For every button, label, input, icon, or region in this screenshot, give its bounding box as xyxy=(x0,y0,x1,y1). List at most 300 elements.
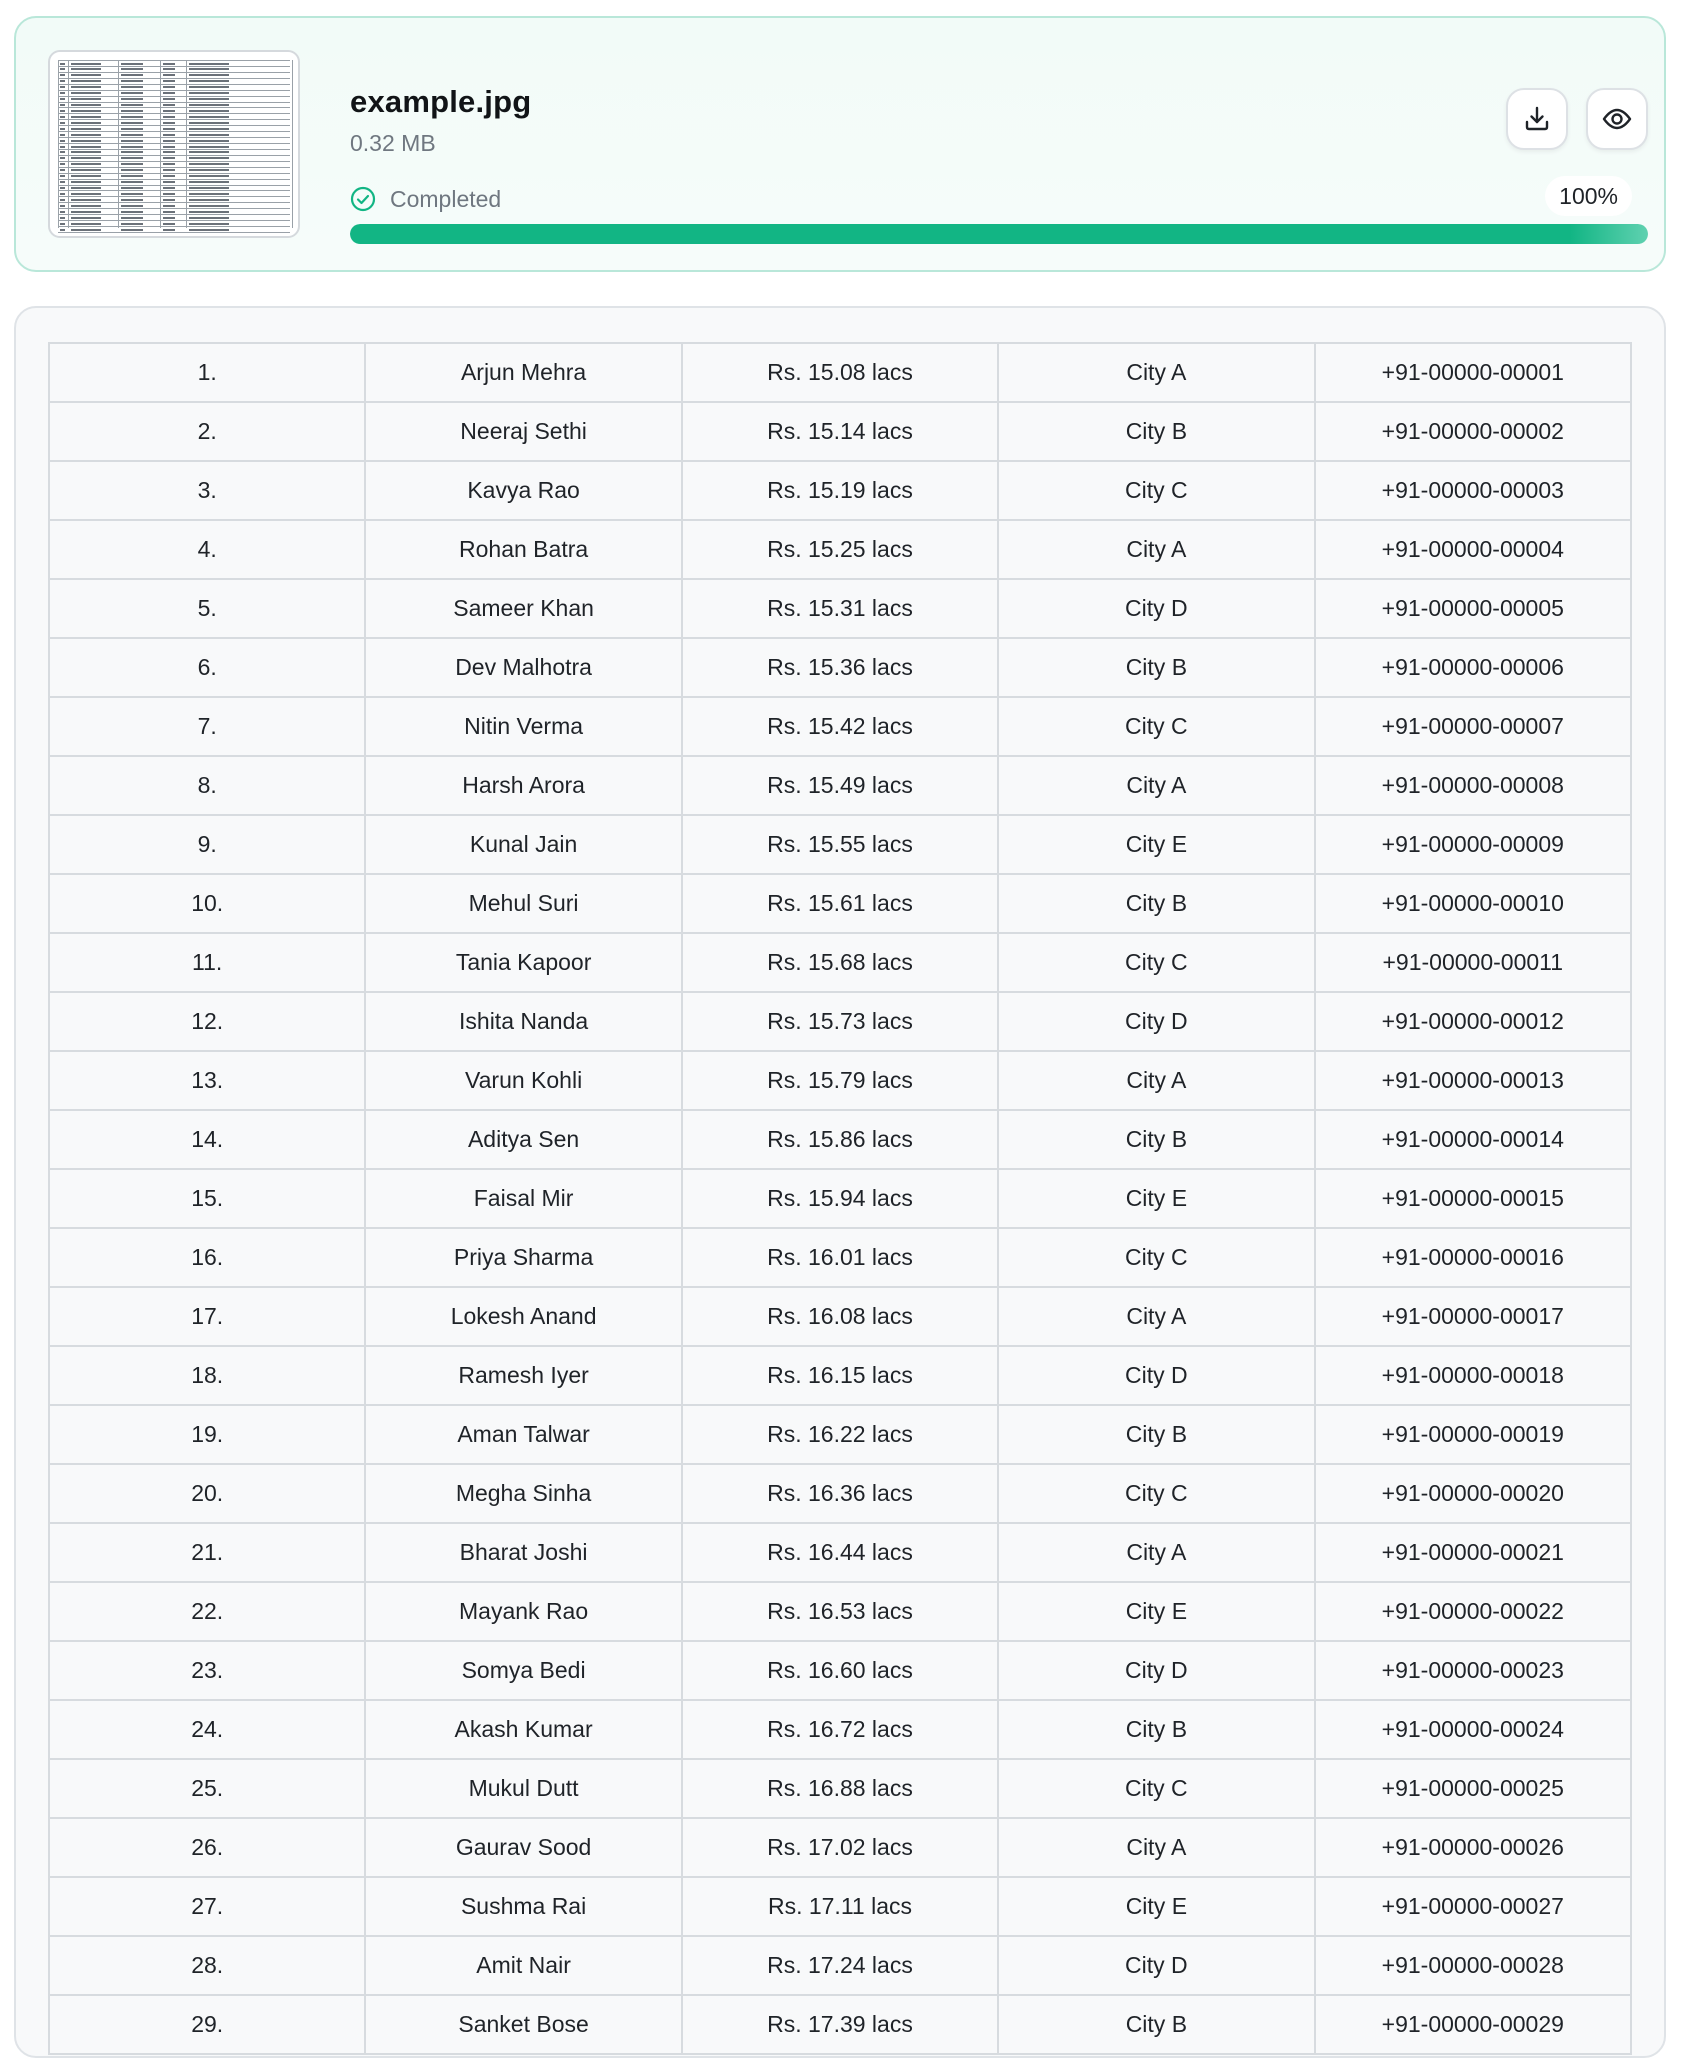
thumbnail-text-mark xyxy=(189,193,229,195)
thumbnail-text-mark xyxy=(121,116,143,118)
thumbnail-text-mark xyxy=(163,92,175,94)
city-cell: City D xyxy=(998,579,1314,638)
phone-cell: +91-00000-00003 xyxy=(1315,461,1631,520)
thumbnail-text-mark xyxy=(189,151,229,153)
table-row xyxy=(49,756,1631,815)
thumbnail-text-mark xyxy=(60,92,65,94)
thumbnail-gridline xyxy=(118,60,119,228)
serial-cell: 10. xyxy=(49,874,365,933)
thumbnail-gridline xyxy=(58,173,290,174)
thumbnail-text-mark xyxy=(189,74,229,76)
thumbnail-text-mark xyxy=(60,86,65,88)
table-row xyxy=(49,638,1631,697)
phone-cell: +91-00000-00023 xyxy=(1315,1641,1631,1700)
phone-cell: +91-00000-00026 xyxy=(1315,1818,1631,1877)
thumbnail-gridline xyxy=(58,196,290,197)
amount-cell: Rs. 15.61 lacs xyxy=(682,874,998,933)
serial-cell: 8. xyxy=(49,756,365,815)
serial-cell: 27. xyxy=(49,1877,365,1936)
amount-cell: Rs. 15.31 lacs xyxy=(682,579,998,638)
thumbnail-gridline xyxy=(58,155,290,156)
thumbnail-text-mark xyxy=(60,151,65,153)
thumbnail-text-mark xyxy=(163,128,175,130)
thumbnail-text-mark xyxy=(60,68,65,70)
phone-cell: +91-00000-00011 xyxy=(1315,933,1631,992)
thumbnail-text-mark xyxy=(71,63,101,65)
thumbnail-text-mark xyxy=(189,128,229,130)
thumbnail-text-mark xyxy=(163,199,175,201)
file-name: example.jpg xyxy=(350,84,532,119)
thumbnail-text-mark xyxy=(71,104,101,106)
thumbnail-text-mark xyxy=(189,199,229,201)
thumbnail-gridline xyxy=(58,214,290,215)
serial-cell: 1. xyxy=(49,343,365,402)
amount-cell: Rs. 17.39 lacs xyxy=(682,1995,998,2054)
amount-cell: Rs. 15.55 lacs xyxy=(682,815,998,874)
thumbnail-text-mark xyxy=(121,229,143,231)
thumbnail-text-mark xyxy=(121,223,143,225)
thumbnail-text-mark xyxy=(71,193,101,195)
eye-icon xyxy=(1601,103,1633,135)
phone-cell: +91-00000-00018 xyxy=(1315,1346,1631,1405)
preview-button[interactable] xyxy=(1586,88,1648,150)
thumbnail-gridline xyxy=(58,167,290,168)
city-cell: City D xyxy=(998,1641,1314,1700)
table-row xyxy=(49,1877,1631,1936)
table-row xyxy=(49,1405,1631,1464)
table-row xyxy=(49,697,1631,756)
thumbnail-gridline xyxy=(58,190,290,191)
thumbnail-text-mark xyxy=(60,175,65,177)
name-cell: Kavya Rao xyxy=(365,461,681,520)
thumbnail-text-mark xyxy=(60,163,65,165)
thumbnail-text-mark xyxy=(121,151,143,153)
city-cell: City C xyxy=(998,697,1314,756)
thumbnail-gridline xyxy=(58,125,290,126)
city-cell: City C xyxy=(998,933,1314,992)
thumbnail-text-mark xyxy=(121,63,143,65)
phone-cell: +91-00000-00002 xyxy=(1315,402,1631,461)
thumbnail-text-mark xyxy=(60,116,65,118)
thumbnail-text-mark xyxy=(71,122,101,124)
name-cell: Nitin Verma xyxy=(365,697,681,756)
thumbnail-gridline xyxy=(58,66,290,67)
city-cell: City B xyxy=(998,1110,1314,1169)
thumbnail-text-mark xyxy=(60,229,65,231)
thumbnail-text-mark xyxy=(121,217,143,219)
table-row xyxy=(49,1169,1631,1228)
name-cell: Mayank Rao xyxy=(365,1582,681,1641)
phone-cell: +91-00000-00010 xyxy=(1315,874,1631,933)
thumbnail-text-mark xyxy=(189,122,229,124)
name-cell: Varun Kohli xyxy=(365,1051,681,1110)
progress-percent: 100% xyxy=(1545,176,1632,216)
name-cell: Sushma Rai xyxy=(365,1877,681,1936)
city-cell: City D xyxy=(998,1936,1314,1995)
thumbnail-text-mark xyxy=(121,199,143,201)
thumbnail-text-mark xyxy=(163,86,175,88)
thumbnail-text-mark xyxy=(71,211,101,213)
thumbnail-gridline xyxy=(58,60,59,228)
serial-cell: 22. xyxy=(49,1582,365,1641)
thumbnail-text-mark xyxy=(60,169,65,171)
thumbnail-gridline xyxy=(58,220,290,221)
thumbnail-text-mark xyxy=(121,140,143,142)
table-body xyxy=(49,343,1631,2054)
thumbnail-text-mark xyxy=(60,110,65,112)
thumbnail-gridline xyxy=(58,226,290,227)
name-cell: Megha Sinha xyxy=(365,1464,681,1523)
amount-cell: Rs. 15.49 lacs xyxy=(682,756,998,815)
table-row xyxy=(49,1818,1631,1877)
thumbnail-text-mark xyxy=(60,181,65,183)
name-cell: Sanket Bose xyxy=(365,1995,681,2054)
amount-cell: Rs. 15.08 lacs xyxy=(682,343,998,402)
thumbnail-text-mark xyxy=(189,146,229,148)
table-row xyxy=(49,1995,1631,2054)
thumbnail-text-mark xyxy=(60,140,65,142)
thumbnail-gridline xyxy=(58,102,290,103)
thumbnail-text-mark xyxy=(60,199,65,201)
serial-cell: 13. xyxy=(49,1051,365,1110)
thumbnail-text-mark xyxy=(163,74,175,76)
thumbnail-text-mark xyxy=(71,74,101,76)
city-cell: City E xyxy=(998,815,1314,874)
thumbnail-text-mark xyxy=(189,181,229,183)
download-icon xyxy=(1522,104,1552,134)
amount-cell: Rs. 15.79 lacs xyxy=(682,1051,998,1110)
phone-cell: +91-00000-00021 xyxy=(1315,1523,1631,1582)
thumbnail-text-mark xyxy=(121,163,143,165)
thumbnail-text-mark xyxy=(60,63,65,65)
thumbnail-gridline xyxy=(58,60,290,61)
phone-cell: +91-00000-00020 xyxy=(1315,1464,1631,1523)
table-row xyxy=(49,1287,1631,1346)
serial-cell: 11. xyxy=(49,933,365,992)
thumbnail-gridline xyxy=(68,60,69,228)
serial-cell: 23. xyxy=(49,1641,365,1700)
thumbnail-text-mark xyxy=(121,193,143,195)
phone-cell: +91-00000-00024 xyxy=(1315,1700,1631,1759)
thumbnail-text-mark xyxy=(121,169,143,171)
amount-cell: Rs. 15.42 lacs xyxy=(682,697,998,756)
thumbnail-text-mark xyxy=(121,110,143,112)
thumbnail-text-mark xyxy=(121,211,143,213)
serial-cell: 9. xyxy=(49,815,365,874)
thumbnail-text-mark xyxy=(71,175,101,177)
status-label: Completed xyxy=(390,185,502,212)
thumbnail-text-mark xyxy=(71,199,101,201)
table-row xyxy=(49,1582,1631,1641)
table-row xyxy=(49,1641,1631,1700)
serial-cell: 25. xyxy=(49,1759,365,1818)
thumbnail-text-mark xyxy=(189,110,229,112)
thumbnail-text-mark xyxy=(121,98,143,100)
file-thumbnail[interactable] xyxy=(48,50,300,238)
thumbnail-text-mark xyxy=(71,205,101,207)
thumbnail-gridline xyxy=(58,107,290,108)
thumbnail-gridline xyxy=(58,119,290,120)
name-cell: Ishita Nanda xyxy=(365,992,681,1051)
serial-cell: 12. xyxy=(49,992,365,1051)
amount-cell: Rs. 15.94 lacs xyxy=(682,1169,998,1228)
thumbnail-text-mark xyxy=(121,157,143,159)
thumbnail-text-mark xyxy=(163,157,175,159)
thumbnail-text-mark xyxy=(163,134,175,136)
amount-cell: Rs. 17.02 lacs xyxy=(682,1818,998,1877)
data-table xyxy=(48,342,1632,2055)
serial-cell: 29. xyxy=(49,1995,365,2054)
city-cell: City A xyxy=(998,1818,1314,1877)
thumbnail-text-mark xyxy=(121,134,143,136)
table-row xyxy=(49,1936,1631,1995)
phone-cell: +91-00000-00006 xyxy=(1315,638,1631,697)
amount-cell: Rs. 15.86 lacs xyxy=(682,1110,998,1169)
thumbnail-text-mark xyxy=(163,217,175,219)
phone-cell: +91-00000-00004 xyxy=(1315,520,1631,579)
table-row xyxy=(49,874,1631,933)
thumbnail-text-mark xyxy=(189,104,229,106)
thumbnail-text-mark xyxy=(60,98,65,100)
thumbnail-text-mark xyxy=(71,68,101,70)
thumbnail-text-mark xyxy=(60,74,65,76)
table-row xyxy=(49,1110,1631,1169)
serial-cell: 24. xyxy=(49,1700,365,1759)
table-row xyxy=(49,1051,1631,1110)
city-cell: City B xyxy=(998,1995,1314,2054)
thumbnail-text-mark xyxy=(121,128,143,130)
table-row xyxy=(49,343,1631,402)
name-cell: Gaurav Sood xyxy=(365,1818,681,1877)
thumbnail-text-mark xyxy=(121,146,143,148)
serial-cell: 7. xyxy=(49,697,365,756)
city-cell: City A xyxy=(998,756,1314,815)
thumbnail-text-mark xyxy=(189,223,229,225)
table-row xyxy=(49,402,1631,461)
amount-cell: Rs. 16.36 lacs xyxy=(682,1464,998,1523)
serial-cell: 19. xyxy=(49,1405,365,1464)
thumbnail-text-mark xyxy=(189,229,229,231)
city-cell: City A xyxy=(998,1287,1314,1346)
city-cell: City A xyxy=(998,1523,1314,1582)
progress-bar xyxy=(350,224,1648,244)
thumbnail-text-mark xyxy=(163,205,175,207)
serial-cell: 20. xyxy=(49,1464,365,1523)
thumbnail-text-mark xyxy=(189,80,229,82)
thumbnail-text-mark xyxy=(71,187,101,189)
table-row xyxy=(49,1346,1631,1405)
thumbnail-text-mark xyxy=(71,217,101,219)
amount-cell: Rs. 16.01 lacs xyxy=(682,1228,998,1287)
thumbnail-text-mark xyxy=(163,80,175,82)
thumbnail-text-mark xyxy=(163,181,175,183)
amount-cell: Rs. 15.14 lacs xyxy=(682,402,998,461)
amount-cell: Rs. 16.60 lacs xyxy=(682,1641,998,1700)
thumbnail-text-mark xyxy=(121,104,143,106)
thumbnail-text-mark xyxy=(189,134,229,136)
thumbnail-text-mark xyxy=(60,217,65,219)
amount-cell: Rs. 15.73 lacs xyxy=(682,992,998,1051)
thumbnail-text-mark xyxy=(163,122,175,124)
thumbnail-text-mark xyxy=(121,74,143,76)
thumbnail-gridline xyxy=(58,78,290,79)
download-button[interactable] xyxy=(1506,88,1568,150)
phone-cell: +91-00000-00015 xyxy=(1315,1169,1631,1228)
thumbnail-text-mark xyxy=(71,128,101,130)
phone-cell: +91-00000-00019 xyxy=(1315,1405,1631,1464)
thumbnail-text-mark xyxy=(189,163,229,165)
thumbnail-text-mark xyxy=(60,205,65,207)
name-cell: Faisal Mir xyxy=(365,1169,681,1228)
name-cell: Kunal Jain xyxy=(365,815,681,874)
serial-cell: 17. xyxy=(49,1287,365,1346)
thumbnail-text-mark xyxy=(71,92,101,94)
thumbnail-text-mark xyxy=(71,157,101,159)
city-cell: City E xyxy=(998,1169,1314,1228)
thumbnail-text-mark xyxy=(71,86,101,88)
thumbnail-text-mark xyxy=(71,229,101,231)
table-row xyxy=(49,520,1631,579)
table-row xyxy=(49,1464,1631,1523)
phone-cell: +91-00000-00001 xyxy=(1315,343,1631,402)
thumbnail-text-mark xyxy=(121,80,143,82)
city-cell: City B xyxy=(998,402,1314,461)
name-cell: Sameer Khan xyxy=(365,579,681,638)
thumbnail-gridline xyxy=(58,137,290,138)
name-cell: Mehul Suri xyxy=(365,874,681,933)
table-row xyxy=(49,1523,1631,1582)
serial-cell: 16. xyxy=(49,1228,365,1287)
thumbnail-text-mark xyxy=(189,68,229,70)
thumbnail-text-mark xyxy=(163,211,175,213)
thumbnail-text-mark xyxy=(121,92,143,94)
progress-bar-fill xyxy=(350,224,1648,244)
name-cell: Tania Kapoor xyxy=(365,933,681,992)
phone-cell: +91-00000-00028 xyxy=(1315,1936,1631,1995)
city-cell: City C xyxy=(998,1228,1314,1287)
thumbnail-text-mark xyxy=(163,104,175,106)
thumbnail-gridline xyxy=(58,113,290,114)
serial-cell: 2. xyxy=(49,402,365,461)
thumbnail-text-mark xyxy=(163,151,175,153)
amount-cell: Rs. 16.15 lacs xyxy=(682,1346,998,1405)
thumbnail-text-mark xyxy=(163,110,175,112)
phone-cell: +91-00000-00014 xyxy=(1315,1110,1631,1169)
thumbnail-gridline xyxy=(58,96,290,97)
thumbnail-gridline xyxy=(58,131,290,132)
thumbnail-text-mark xyxy=(189,116,229,118)
city-cell: City C xyxy=(998,1759,1314,1818)
thumbnail-text-mark xyxy=(71,163,101,165)
thumbnail-gridline xyxy=(58,149,290,150)
amount-cell: Rs. 16.53 lacs xyxy=(682,1582,998,1641)
thumbnail-text-mark xyxy=(189,63,229,65)
thumbnail-text-mark xyxy=(121,68,143,70)
serial-cell: 28. xyxy=(49,1936,365,1995)
check-circle-icon xyxy=(350,186,376,212)
thumbnail-text-mark xyxy=(71,140,101,142)
serial-cell: 14. xyxy=(49,1110,365,1169)
thumbnail-text-mark xyxy=(163,146,175,148)
city-cell: City A xyxy=(998,520,1314,579)
thumbnail-text-mark xyxy=(60,146,65,148)
file-upload-card xyxy=(14,16,1666,272)
phone-cell: +91-00000-00008 xyxy=(1315,756,1631,815)
phone-cell: +91-00000-00027 xyxy=(1315,1877,1631,1936)
name-cell: Dev Malhotra xyxy=(365,638,681,697)
thumbnail-text-mark xyxy=(163,169,175,171)
thumbnail-gridline xyxy=(58,84,290,85)
phone-cell: +91-00000-00016 xyxy=(1315,1228,1631,1287)
city-cell: City C xyxy=(998,1464,1314,1523)
phone-cell: +91-00000-00007 xyxy=(1315,697,1631,756)
thumbnail-text-mark xyxy=(121,122,143,124)
thumbnail-text-mark xyxy=(163,63,175,65)
thumbnail-gridline xyxy=(58,143,290,144)
thumbnail-text-mark xyxy=(71,169,101,171)
thumbnail-text-mark xyxy=(163,193,175,195)
name-cell: Rohan Batra xyxy=(365,520,681,579)
name-cell: Aditya Sen xyxy=(365,1110,681,1169)
amount-cell: Rs. 16.88 lacs xyxy=(682,1759,998,1818)
thumbnail-text-mark xyxy=(60,104,65,106)
amount-cell: Rs. 16.08 lacs xyxy=(682,1287,998,1346)
serial-cell: 3. xyxy=(49,461,365,520)
thumbnail-text-mark xyxy=(71,116,101,118)
thumbnail-text-mark xyxy=(189,92,229,94)
thumbnail-gridline xyxy=(58,232,290,233)
phone-cell: +91-00000-00017 xyxy=(1315,1287,1631,1346)
upload-status xyxy=(350,182,501,216)
amount-cell: Rs. 15.25 lacs xyxy=(682,520,998,579)
name-cell: Bharat Joshi xyxy=(365,1523,681,1582)
thumbnail-text-mark xyxy=(163,175,175,177)
amount-cell: Rs. 16.44 lacs xyxy=(682,1523,998,1582)
thumbnail-gridline xyxy=(186,60,187,228)
thumbnail-text-mark xyxy=(60,134,65,136)
thumbnail-table-preview xyxy=(58,60,290,228)
thumbnail-gridline xyxy=(160,60,161,228)
city-cell: City E xyxy=(998,1582,1314,1641)
thumbnail-text-mark xyxy=(189,157,229,159)
thumbnail-gridline xyxy=(58,208,290,209)
thumbnail-text-mark xyxy=(189,98,229,100)
serial-cell: 4. xyxy=(49,520,365,579)
amount-cell: Rs. 17.24 lacs xyxy=(682,1936,998,1995)
thumbnail-text-mark xyxy=(163,98,175,100)
city-cell: City A xyxy=(998,1051,1314,1110)
thumbnail-text-mark xyxy=(163,223,175,225)
table-row xyxy=(49,1228,1631,1287)
thumbnail-text-mark xyxy=(71,80,101,82)
city-cell: City D xyxy=(998,1346,1314,1405)
name-cell: Lokesh Anand xyxy=(365,1287,681,1346)
name-cell: Akash Kumar xyxy=(365,1700,681,1759)
thumbnail-text-mark xyxy=(121,175,143,177)
phone-cell: +91-00000-00022 xyxy=(1315,1582,1631,1641)
city-cell: City C xyxy=(998,461,1314,520)
thumbnail-gridline xyxy=(58,202,290,203)
city-cell: City D xyxy=(998,992,1314,1051)
thumbnail-text-mark xyxy=(163,116,175,118)
thumbnail-text-mark xyxy=(189,211,229,213)
thumbnail-text-mark xyxy=(163,68,175,70)
thumbnail-gridline xyxy=(58,90,290,91)
thumbnail-text-mark xyxy=(189,205,229,207)
thumbnail-text-mark xyxy=(163,187,175,189)
file-size: 0.32 MB xyxy=(350,130,436,156)
phone-cell: +91-00000-00009 xyxy=(1315,815,1631,874)
